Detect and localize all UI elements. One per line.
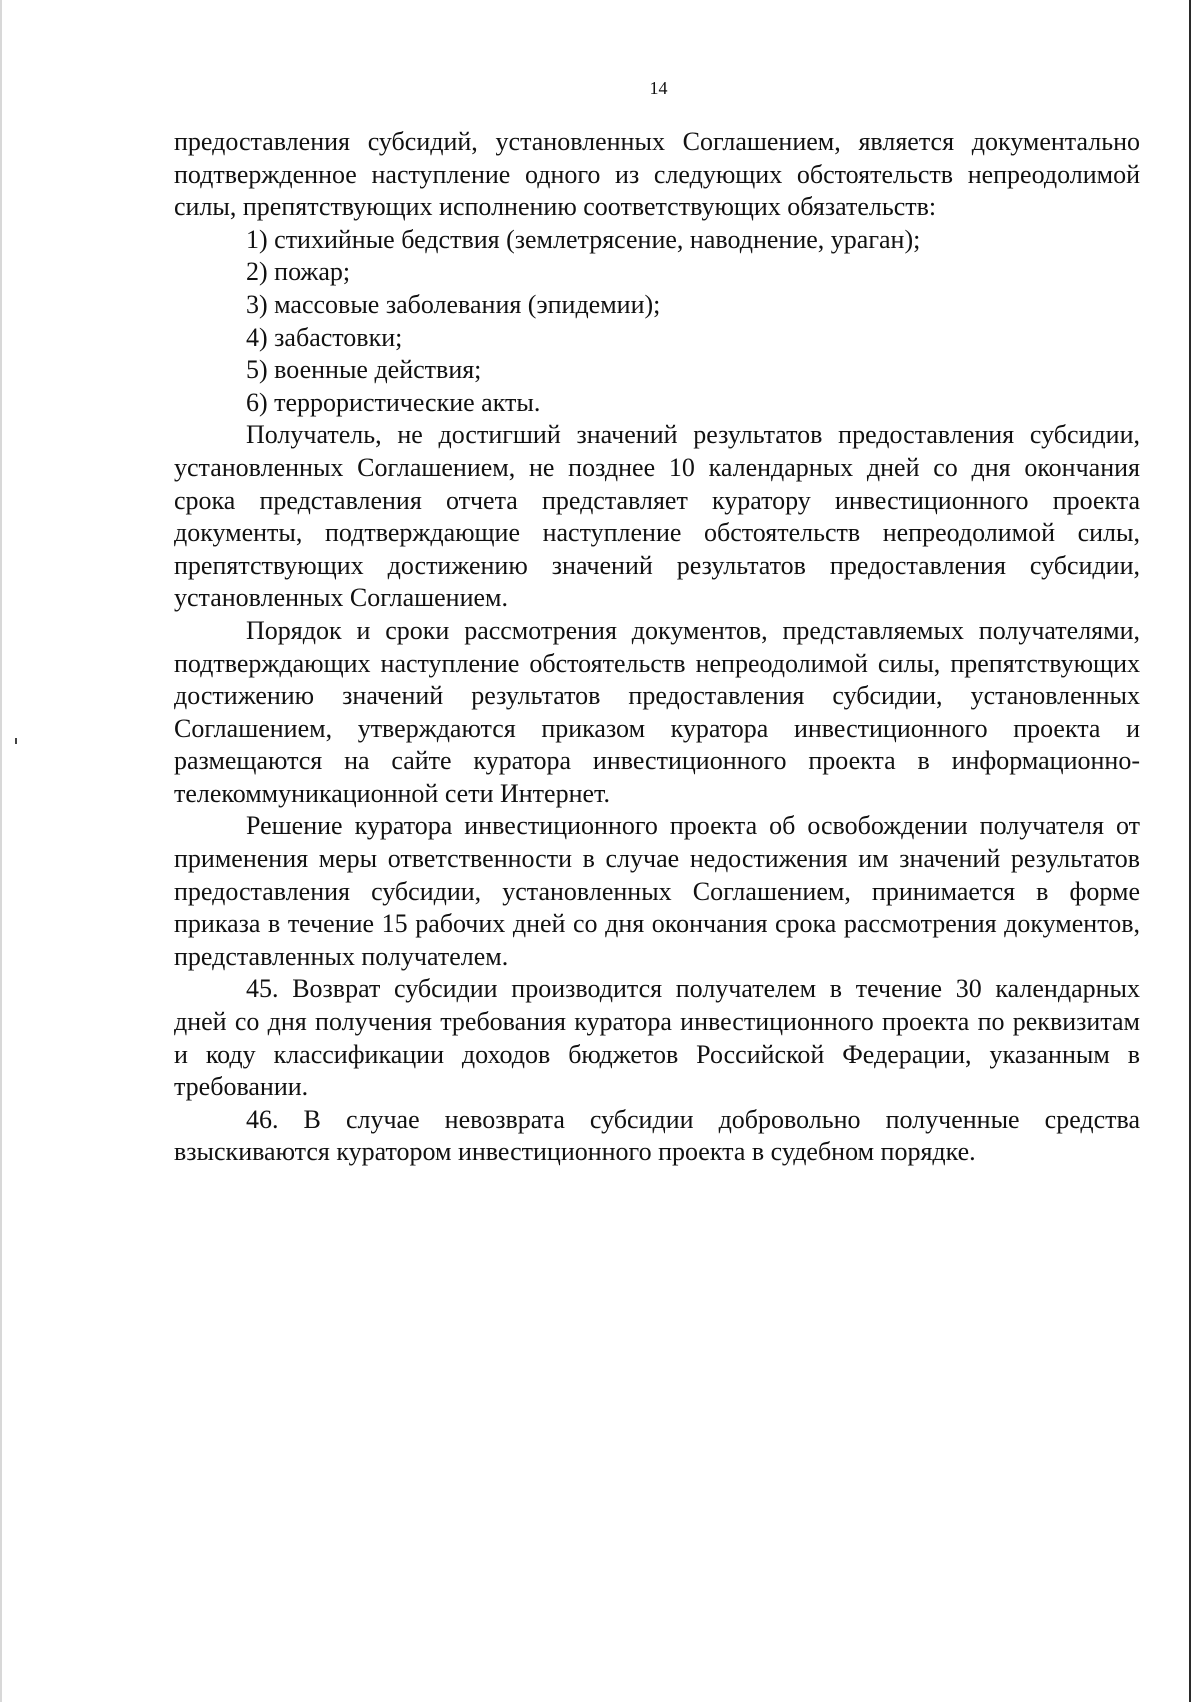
list-item-3: 3) массовые заболевания (эпидемии);: [246, 289, 661, 319]
list-item-5: 5) военные действия;: [246, 355, 482, 385]
document-body: [174, 126, 1140, 1169]
scan-speck: [15, 738, 17, 744]
paragraph-recipient-documents: Получатель, не достигший значений результатов предоставления субсидии, установленных Соглашением, не позднее 10 календарных дней со дня окончания срока представления отчета представляет куратору инвестиционного проекта документы, подтверждающие наступление обстоятельств непреодолимой силы, препятствующих достижению значений результатов предоставления субсидии, установленных Соглашением.: [174, 420, 1140, 613]
paragraph-46-court: 46. В случае невозврата субсидии добровольно полученные средства взыскиваются куратором инвестиционного проекта в судебном порядке.: [174, 1104, 1140, 1167]
paragraph-continuation: предоставления субсидий, установленных Соглашением, является документально подтвержденное наступление одного из следующих обстоятельств непреодолимой силы, препятствующих исполнению соответствующих обязательств:: [174, 127, 1140, 222]
scan-left-edge: [0, 0, 2, 1702]
paragraph-curator-decision: Решение куратора инвестиционного проекта об освобождении получателя от применения меры ответственности в случае недостижения им значений результатов предоставления субсидии, установленных Соглашением, принимается в форме приказа в течение 15 рабочих дней со дня окончания срока рассмотрения документов, представленных получателем.: [174, 811, 1140, 971]
list-item-2: 2) пожар;: [246, 257, 351, 287]
list-item-1: 1) стихийные бедствия (землетрясение, наводнение, ураган);: [246, 224, 921, 254]
list-item-4: 4) забастовки;: [246, 322, 403, 352]
paragraph-review-procedure: Порядок и сроки рассмотрения документов, представляемых получателями, подтверждающих наступление обстоятельств непреодолимой силы, препятствующих достижению значений результатов предоставления субсидии, установленных Соглашением, утверждаются приказом куратора инвестиционного проекта и размещаются на сайте куратора инвестиционного проекта в информационно-телекоммуникационной сети Интернет.: [174, 615, 1140, 808]
page-number: 14: [649, 78, 668, 98]
list-item-6: 6) террористические акты.: [246, 387, 541, 417]
paragraph-45-refund: 45. Возврат субсидии производится получателем в течение 30 календарных дней со дня получения требования куратора инвестиционного проекта по реквизитам и коду классификации доходов бюджетов Российской Федерации, указанным в требовании.: [174, 974, 1140, 1102]
scan-right-edge: [1189, 0, 1191, 1702]
